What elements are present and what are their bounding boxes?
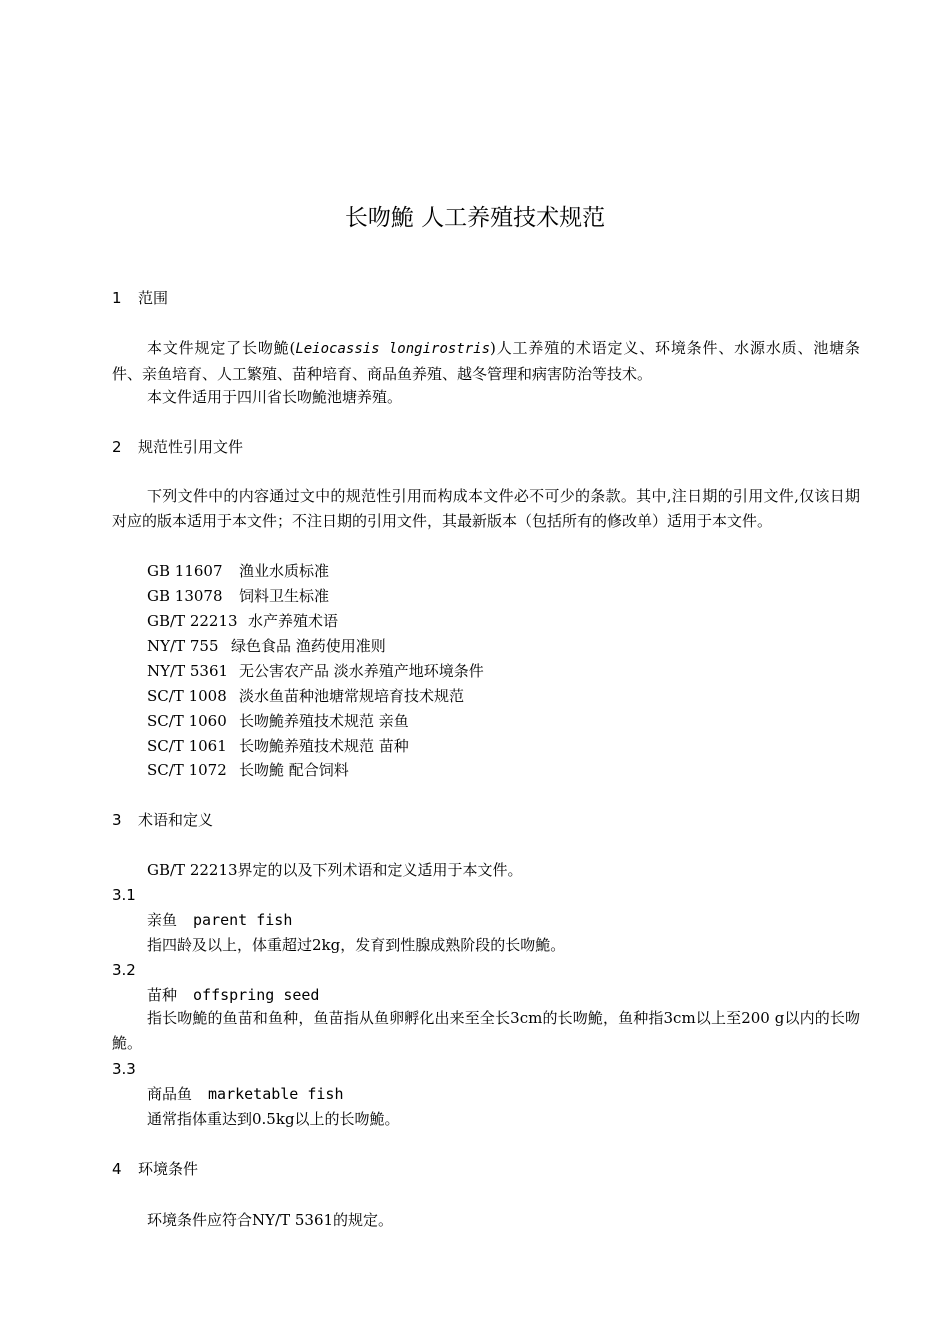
ref-title: 渔业水质标准	[239, 562, 330, 580]
text: )人工养殖的术语定义、环境条件、水源水质、池塘条件、亲鱼培育、人工繁殖、苗种培育、商品鱼养殖、越冬管理和病害防治等技术。	[112, 339, 860, 383]
ref-code: SC/T 1061	[147, 737, 227, 755]
scope-paragraph	[112, 336, 860, 386]
text: 本文件规定了长吻鮠(	[147, 339, 296, 357]
term-number: 3.3	[112, 1060, 136, 1078]
ref-title: 长吻鮠 配合饲料	[239, 761, 349, 779]
latin-name: Leiocassis longirostris	[295, 341, 491, 357]
section-number: 4	[112, 1160, 122, 1178]
ref-code: SC/T 1060	[147, 712, 227, 730]
term-number: 3.2	[112, 961, 136, 979]
section-heading-environment	[112, 1159, 198, 1179]
ref-code: GB/T 22213	[147, 612, 238, 630]
reference-item	[147, 760, 349, 780]
terms-intro: GB/T 22213界定的以及下列术语和定义适用于本文件。	[147, 861, 523, 879]
term-name	[147, 985, 319, 1005]
ref-code: SC/T 1008	[147, 687, 227, 705]
term-cn: 苗种	[147, 986, 178, 1004]
environment-paragraph: 环境条件应符合NY/T 5361的规定。	[147, 1211, 394, 1229]
document-title: 长吻鮠 人工养殖技术规范	[344, 205, 606, 231]
ref-code: SC/T 1072	[147, 761, 227, 779]
term-name	[147, 1084, 343, 1104]
ref-title: 水产养殖术语	[248, 612, 339, 630]
reference-item	[147, 686, 464, 706]
reference-item	[147, 736, 409, 756]
ref-code: NY/T 5361	[147, 662, 229, 680]
ref-title: 长吻鮠养殖技术规范 苗种	[239, 737, 409, 755]
term-number: 3.1	[112, 886, 136, 904]
term-en: parent fish	[193, 911, 293, 929]
term-definition: 通常指体重达到0.5kg以上的长吻鮠。	[147, 1110, 400, 1128]
section-title: 环境条件	[138, 1160, 199, 1178]
scope-applicability: 本文件适用于四川省长吻鮠池塘养殖。	[147, 388, 403, 406]
ref-title: 绿色食品 渔药使用准则	[231, 637, 386, 655]
section-heading-references	[112, 437, 243, 457]
term-definition: 指长吻鮠的鱼苗和鱼种，鱼苗指从鱼卵孵化出来至全长3cm的长吻鮠，鱼种指3cm以上至200 g以内的长吻鮠。	[112, 1009, 860, 1052]
ref-code: NY/T 755	[147, 637, 219, 655]
ref-title: 饲料卫生标准	[239, 587, 330, 605]
section-title: 规范性引用文件	[138, 438, 244, 456]
reference-item	[147, 611, 338, 631]
reference-item	[147, 561, 329, 581]
section-heading-scope	[112, 288, 168, 308]
section-number: 3	[112, 811, 122, 829]
term-cn: 商品鱼	[147, 1085, 193, 1103]
ref-code: GB 13078	[147, 587, 223, 605]
term-en: marketable fish	[208, 1085, 344, 1103]
section-heading-terms	[112, 810, 213, 830]
ref-title: 长吻鮠养殖技术规范 亲鱼	[239, 712, 409, 730]
references-intro: 下列文件中的内容通过文中的规范性引用而构成本文件必不可少的条款。其中,注日期的引用文件,仅该日期对应的版本适用于本文件；不注日期的引用文件，其最新版本（包括所有的修改单）适用于本文件。	[112, 487, 860, 530]
ref-title: 无公害农产品 淡水养殖产地环境条件	[239, 662, 484, 680]
ref-title: 淡水鱼苗种池塘常规培育技术规范	[239, 687, 465, 705]
term-cn: 亲鱼	[147, 911, 178, 929]
reference-item	[147, 711, 409, 731]
section-number: 2	[112, 438, 122, 456]
reference-item	[147, 636, 386, 656]
term-en: offspring seed	[193, 986, 320, 1004]
section-title: 术语和定义	[138, 811, 214, 829]
section-title: 范围	[138, 289, 169, 307]
section-number: 1	[112, 289, 122, 307]
reference-item	[147, 586, 329, 606]
reference-item	[147, 661, 484, 681]
term-name	[147, 910, 292, 930]
ref-code: GB 11607	[147, 562, 223, 580]
term-definition: 指四龄及以上，体重超过2kg，发育到性腺成熟阶段的长吻鮠。	[147, 936, 566, 954]
